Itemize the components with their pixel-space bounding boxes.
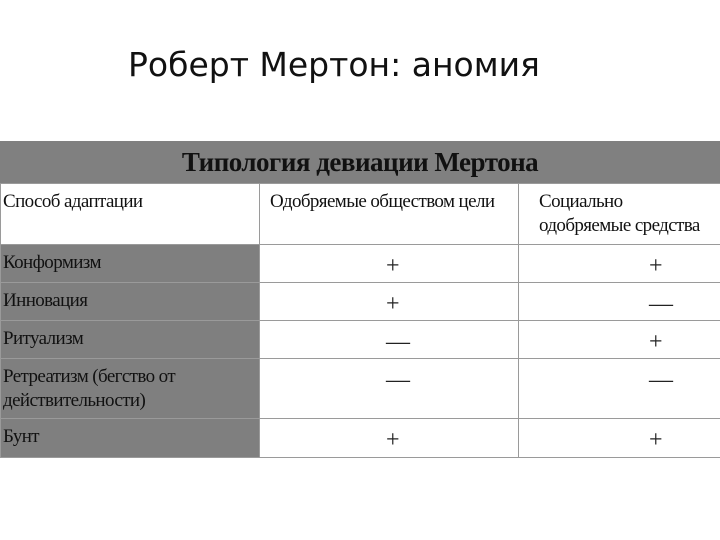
- row-label: Ритуализм: [1, 321, 260, 359]
- row-label: Инновация: [1, 283, 260, 321]
- goals-mark: +: [260, 245, 519, 283]
- means-mark: —: [519, 283, 720, 321]
- table-row: [1, 359, 720, 419]
- table-row: [1, 419, 720, 458]
- means-mark: +: [519, 321, 720, 359]
- means-mark: +: [519, 245, 720, 283]
- means-mark: —: [519, 359, 720, 419]
- goals-mark: —: [260, 359, 519, 419]
- header-approved-means: Социально одобряемые средства: [519, 184, 720, 245]
- typology-grid: [0, 183, 720, 458]
- means-mark: +: [519, 419, 720, 458]
- header-adaptation-mode: Способ адаптации: [1, 184, 260, 245]
- row-label: Ретреатизм (бегство от действительности): [1, 359, 260, 419]
- typology-table: [0, 141, 720, 458]
- header-row: [1, 184, 720, 245]
- goals-mark: —: [260, 321, 519, 359]
- table-row: [1, 321, 720, 359]
- row-label: Бунт: [1, 419, 260, 458]
- goals-mark: +: [260, 283, 519, 321]
- slide-title: Роберт Мертон: аномия: [128, 45, 540, 84]
- table-caption: Типология девиации Мертона: [0, 141, 720, 183]
- table-row: [1, 283, 720, 321]
- goals-mark: +: [260, 419, 519, 458]
- table-row: [1, 245, 720, 283]
- row-label: Конформизм: [1, 245, 260, 283]
- header-approved-goals: Одобряемые обществом цели: [260, 184, 519, 245]
